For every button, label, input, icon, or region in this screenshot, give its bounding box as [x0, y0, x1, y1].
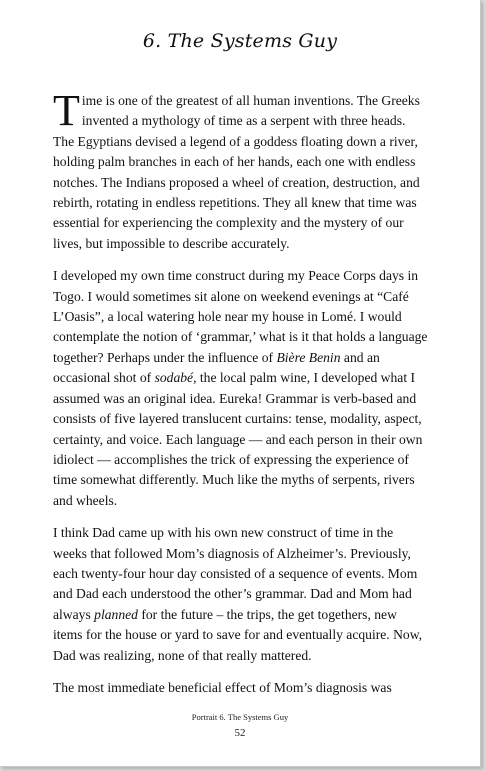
running-footer-title: Portrait 6. The Systems Guy: [191, 712, 289, 722]
italic-term: sodabé: [154, 370, 194, 386]
paragraph-text: I developed my own time construct during my Peace Corps days in Togo. I would sometimes sit alone on weekend evenings at “Café L’Oasis”, a local watering hole near my house in Lomé. I would contemplate the notion of ‘grammar,’ what is it that holds a language together? Perhaps under the influence of: [53, 268, 428, 365]
paragraph-2: [53, 266, 429, 511]
paragraph-text: , the local palm wine, I developed what I assumed was an original idea. Eureka! Grammar is verb-based and consists of five layered translucent curtains: tense, modality, aspect, certainty, and voice. Each language — and each person in their own idiolect — accomplishes the trick of expressing the experience of time somewhat differently. Much like the myths of serpents, rivers and wheels.: [53, 370, 423, 508]
page-number: 52: [234, 727, 246, 739]
paragraph-text: I think Dad came up with his own new construct of time in the weeks that followed Mom’s diagnosis of Alzheimer’s. Previously, each twenty-four hour day consisted of a sequence of events. Mom and Dad each understood the other’s grammar. Dad and Mom had always: [53, 525, 418, 622]
body-text: [53, 86, 429, 710]
paragraph-1: [53, 86, 429, 254]
paragraph-3: [53, 523, 429, 666]
chapter-title: 6. The Systems Guy: [142, 30, 338, 52]
italic-term: planned: [94, 606, 138, 622]
drop-cap-letter: T: [53, 86, 80, 135]
paragraph-text: and an occasional shot of: [53, 349, 380, 386]
paragraph-text: ime is one of the greatest of all human inventions. The Greeks invented a mythology of time as a serpent with three heads. The Egyptians devised a legend of a goddess floating down a river, holding palm branches in each of her hands, each one with endless notches. The Indians proposed a wheel of creation, destruction, and rebirth, rotating in endless repetitions. They all knew that time was essential for experiencing the complexity and the mystery of our lives, but impossible to describe accurately.: [53, 93, 420, 251]
paragraph-text: The most immediate beneficial effect of Mom’s diagnosis was: [53, 679, 392, 695]
italic-term: Bière Benin: [276, 349, 341, 365]
paragraph-4: [53, 678, 429, 698]
paragraph-text: for the future – the trips, the get togethers, new items for the house or yard to save for and eventually acquire. Now, Dad was realizing, none of that really mattered.: [53, 606, 423, 663]
